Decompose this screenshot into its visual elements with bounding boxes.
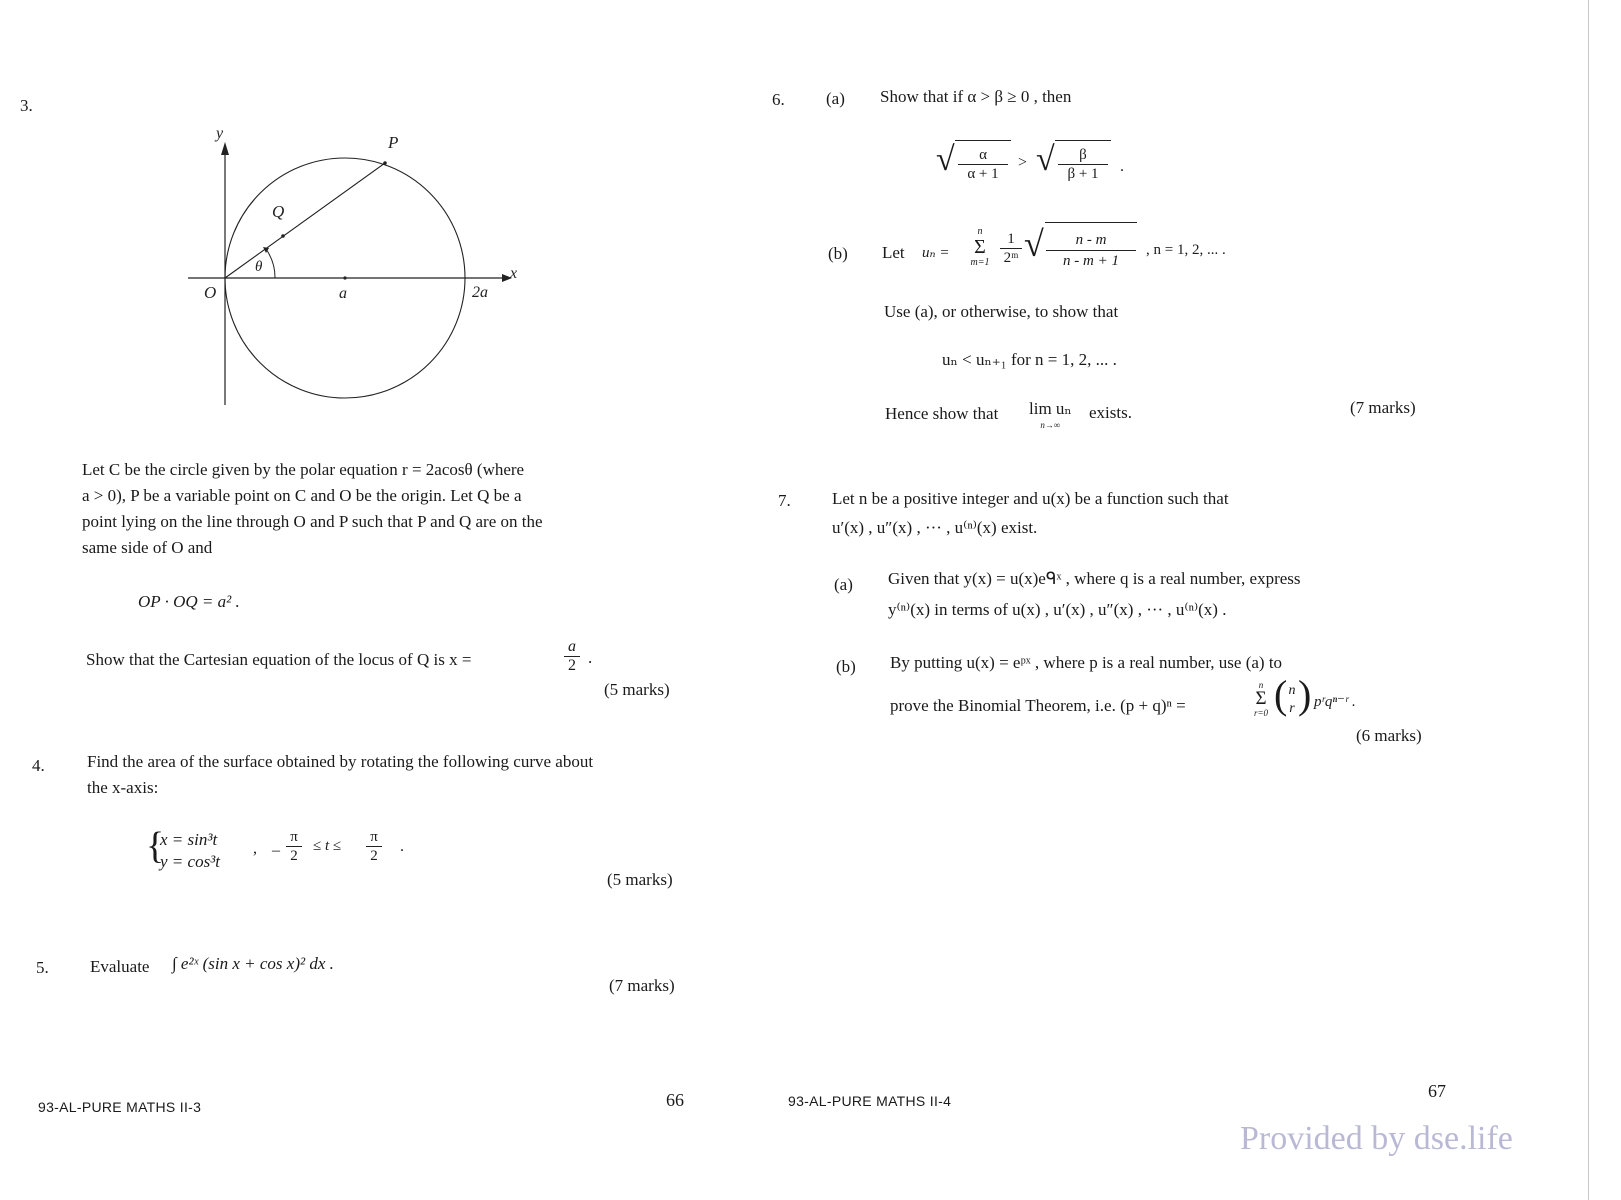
q3-marks: (5 marks) xyxy=(604,680,670,699)
q4-left-fraction xyxy=(286,828,302,865)
q5-text: Evaluate xyxy=(90,957,150,976)
q7b-binom-close: ) xyxy=(1298,672,1312,717)
q4-left-denominator: 2 xyxy=(290,848,298,864)
point-Q-label: Q xyxy=(272,202,285,221)
q6b-lim-sub: n→∞ xyxy=(1040,420,1061,430)
q6a-root-right-bar xyxy=(1055,140,1111,141)
q4-right-numerator: π xyxy=(366,828,382,847)
q4-marks: (5 marks) xyxy=(607,870,673,889)
q4-period: . xyxy=(400,838,404,855)
q4-eq-y: y = cos³t xyxy=(160,852,220,871)
right-page-number: 67 xyxy=(1428,1081,1446,1101)
q7a-line-1: Given that y(x) = u(x)eᑫˣ , where q is a real number, express xyxy=(888,569,1301,588)
q6a-label: (a) xyxy=(826,89,845,108)
q6a-right-fraction xyxy=(1058,146,1108,183)
q6a-right-num: β xyxy=(1058,146,1108,165)
q4-line-1: Find the area of the surface obtained by rotating the following curve about xyxy=(87,752,594,771)
page-edge-line xyxy=(1588,0,1589,1200)
q4-left-numerator: π xyxy=(286,828,302,847)
q3-show-line: Show that the Cartesian equation of the locus of Q is x = xyxy=(86,650,472,669)
q6b-limit xyxy=(1029,401,1072,433)
q6a-root-left-sign: √ xyxy=(936,141,955,178)
q3-line-1: Let C be the circle given by the polar equation r = 2acosθ (where xyxy=(82,460,525,479)
polar-circle-figure xyxy=(180,120,540,420)
q6b-use-line: Use (a), or otherwise, to show that xyxy=(884,302,1119,321)
point-2a-label: 2a xyxy=(472,284,488,301)
q6b-root-num: n - m xyxy=(1046,230,1136,251)
theta-label: θ xyxy=(255,259,263,275)
q6a-period: . xyxy=(1120,158,1124,175)
q6a-left-num: α xyxy=(958,146,1008,165)
q3-line-3: point lying on the line through O and P such that P and Q are on the xyxy=(82,512,543,531)
q7b-sum-bottom: r=0 xyxy=(1253,708,1269,718)
q7b-sigma: Σ xyxy=(1255,688,1267,709)
point-P-label: P xyxy=(388,133,399,152)
q7a-line-2: y⁽ⁿ⁾(x) in terms of u(x) , u′(x) , u″(x) , ··· , u⁽ⁿ⁾(x) . xyxy=(888,600,1227,619)
q7-marks: (6 marks) xyxy=(1356,726,1422,745)
q6a-left-den: α + 1 xyxy=(967,166,999,182)
q3-line-2: a > 0), P be a variable point on C and O be the origin. Let Q be a xyxy=(82,486,522,505)
q7b-binom xyxy=(1285,682,1299,718)
q6-marks: (7 marks) xyxy=(1350,398,1416,417)
q6a-left-fraction xyxy=(958,146,1008,183)
q7b-line-2: prove the Binomial Theorem, i.e. (p + q)ⁿ = xyxy=(890,696,1186,715)
q6b-lim-text: lim uₙ xyxy=(1029,399,1072,418)
q6b-sum-top: n xyxy=(977,226,983,237)
q6b-hence-line: Hence show that xyxy=(885,404,999,423)
q4-right-fraction xyxy=(366,828,382,865)
question-3-number: 3. xyxy=(20,96,33,115)
q4-minus: – xyxy=(272,842,280,859)
q6b-root-frac xyxy=(1046,230,1136,271)
watermark: Provided by dse.life xyxy=(1240,1120,1513,1157)
q6b-inequality-line: uₙ < uₙ₊₁ for n = 1, 2, ... . xyxy=(942,350,1117,369)
q3-equation: OP · OQ = a² . xyxy=(138,592,240,611)
question-6-number: 6. xyxy=(772,90,785,109)
q6b-tail: , n = 1, 2, ... . xyxy=(1146,242,1226,258)
q6b-frac-num: 1 xyxy=(1000,230,1022,249)
q6a-root-right-sign: √ xyxy=(1036,141,1055,178)
q7b-line-1: By putting u(x) = eᵖˣ , where p is a real number, use (a) to xyxy=(890,653,1283,672)
q7b-binom-top: n xyxy=(1288,683,1296,698)
q3-line-4: same side of O and xyxy=(82,538,213,557)
q6b-frac xyxy=(1000,230,1022,267)
q3-period: . xyxy=(588,648,593,667)
q7-line-1: Let n be a positive integer and u(x) be a function such that xyxy=(832,489,1229,508)
right-footer: 93-AL-PURE MATHS II-4 xyxy=(788,1093,952,1109)
q6b-sigma: Σ xyxy=(974,236,986,258)
q6b-un: uₙ = xyxy=(922,245,950,261)
q3-fraction-numerator: a xyxy=(564,638,580,657)
question-5-number: 5. xyxy=(36,958,49,977)
q6b-frac-den: 2ᵐ xyxy=(1003,250,1019,266)
q7b-label: (b) xyxy=(836,657,856,676)
q7a-label: (a) xyxy=(834,575,853,594)
question-7-number: 7. xyxy=(778,491,791,510)
q7b-sum xyxy=(1250,680,1272,718)
axis-x-label: x xyxy=(510,265,518,282)
left-page-number: 66 xyxy=(666,1090,684,1110)
q4-brace: { xyxy=(146,825,165,867)
q6b-root-bar xyxy=(1045,222,1137,223)
q4-comma: , xyxy=(253,840,257,857)
q6b-label: (b) xyxy=(828,244,848,263)
q7-line-2: u′(x) , u″(x) , ··· , u⁽ⁿ⁾(x) exist. xyxy=(832,518,1038,537)
point-a-label: a xyxy=(339,285,347,302)
q6b-sum-bottom: m=1 xyxy=(970,257,990,268)
q7b-binom-open: ( xyxy=(1274,672,1288,717)
q3-fraction-denominator: 2 xyxy=(568,657,576,674)
q6b-sum xyxy=(968,226,992,268)
q5-marks: (7 marks) xyxy=(609,976,675,995)
q6b-root-sign: √ xyxy=(1024,224,1044,264)
q6a-gt: > xyxy=(1018,154,1028,171)
q6a-text: Show that if α > β ≥ 0 , then xyxy=(880,87,1072,106)
q5-integral: ∫ e²ˣ (sin x + cos x)² dx . xyxy=(172,954,334,973)
q6b-root-den: n - m + 1 xyxy=(1063,253,1119,269)
q4-right-denominator: 2 xyxy=(370,848,378,864)
left-footer: 93-AL-PURE MATHS II-3 xyxy=(38,1099,202,1115)
question-4-number: 4. xyxy=(32,756,45,775)
q7b-binom-tail: pʳqⁿ⁻ʳ . xyxy=(1314,694,1356,710)
origin-O-label: O xyxy=(204,283,217,302)
axis-y-label: y xyxy=(216,125,224,142)
q6a-root-left-bar xyxy=(955,140,1011,141)
q6b-exists: exists. xyxy=(1089,403,1132,422)
q4-eq-x: x = sin³t xyxy=(160,830,218,849)
q4-range-mid: ≤ t ≤ xyxy=(313,838,342,854)
q3-fraction xyxy=(564,638,580,675)
q4-line-2: the x-axis: xyxy=(87,778,159,797)
q7b-binom-bottom: r xyxy=(1289,701,1295,716)
q7b-sum-top: n xyxy=(1258,680,1264,690)
q6b-let: Let xyxy=(882,243,905,262)
q6a-right-den: β + 1 xyxy=(1067,166,1099,182)
